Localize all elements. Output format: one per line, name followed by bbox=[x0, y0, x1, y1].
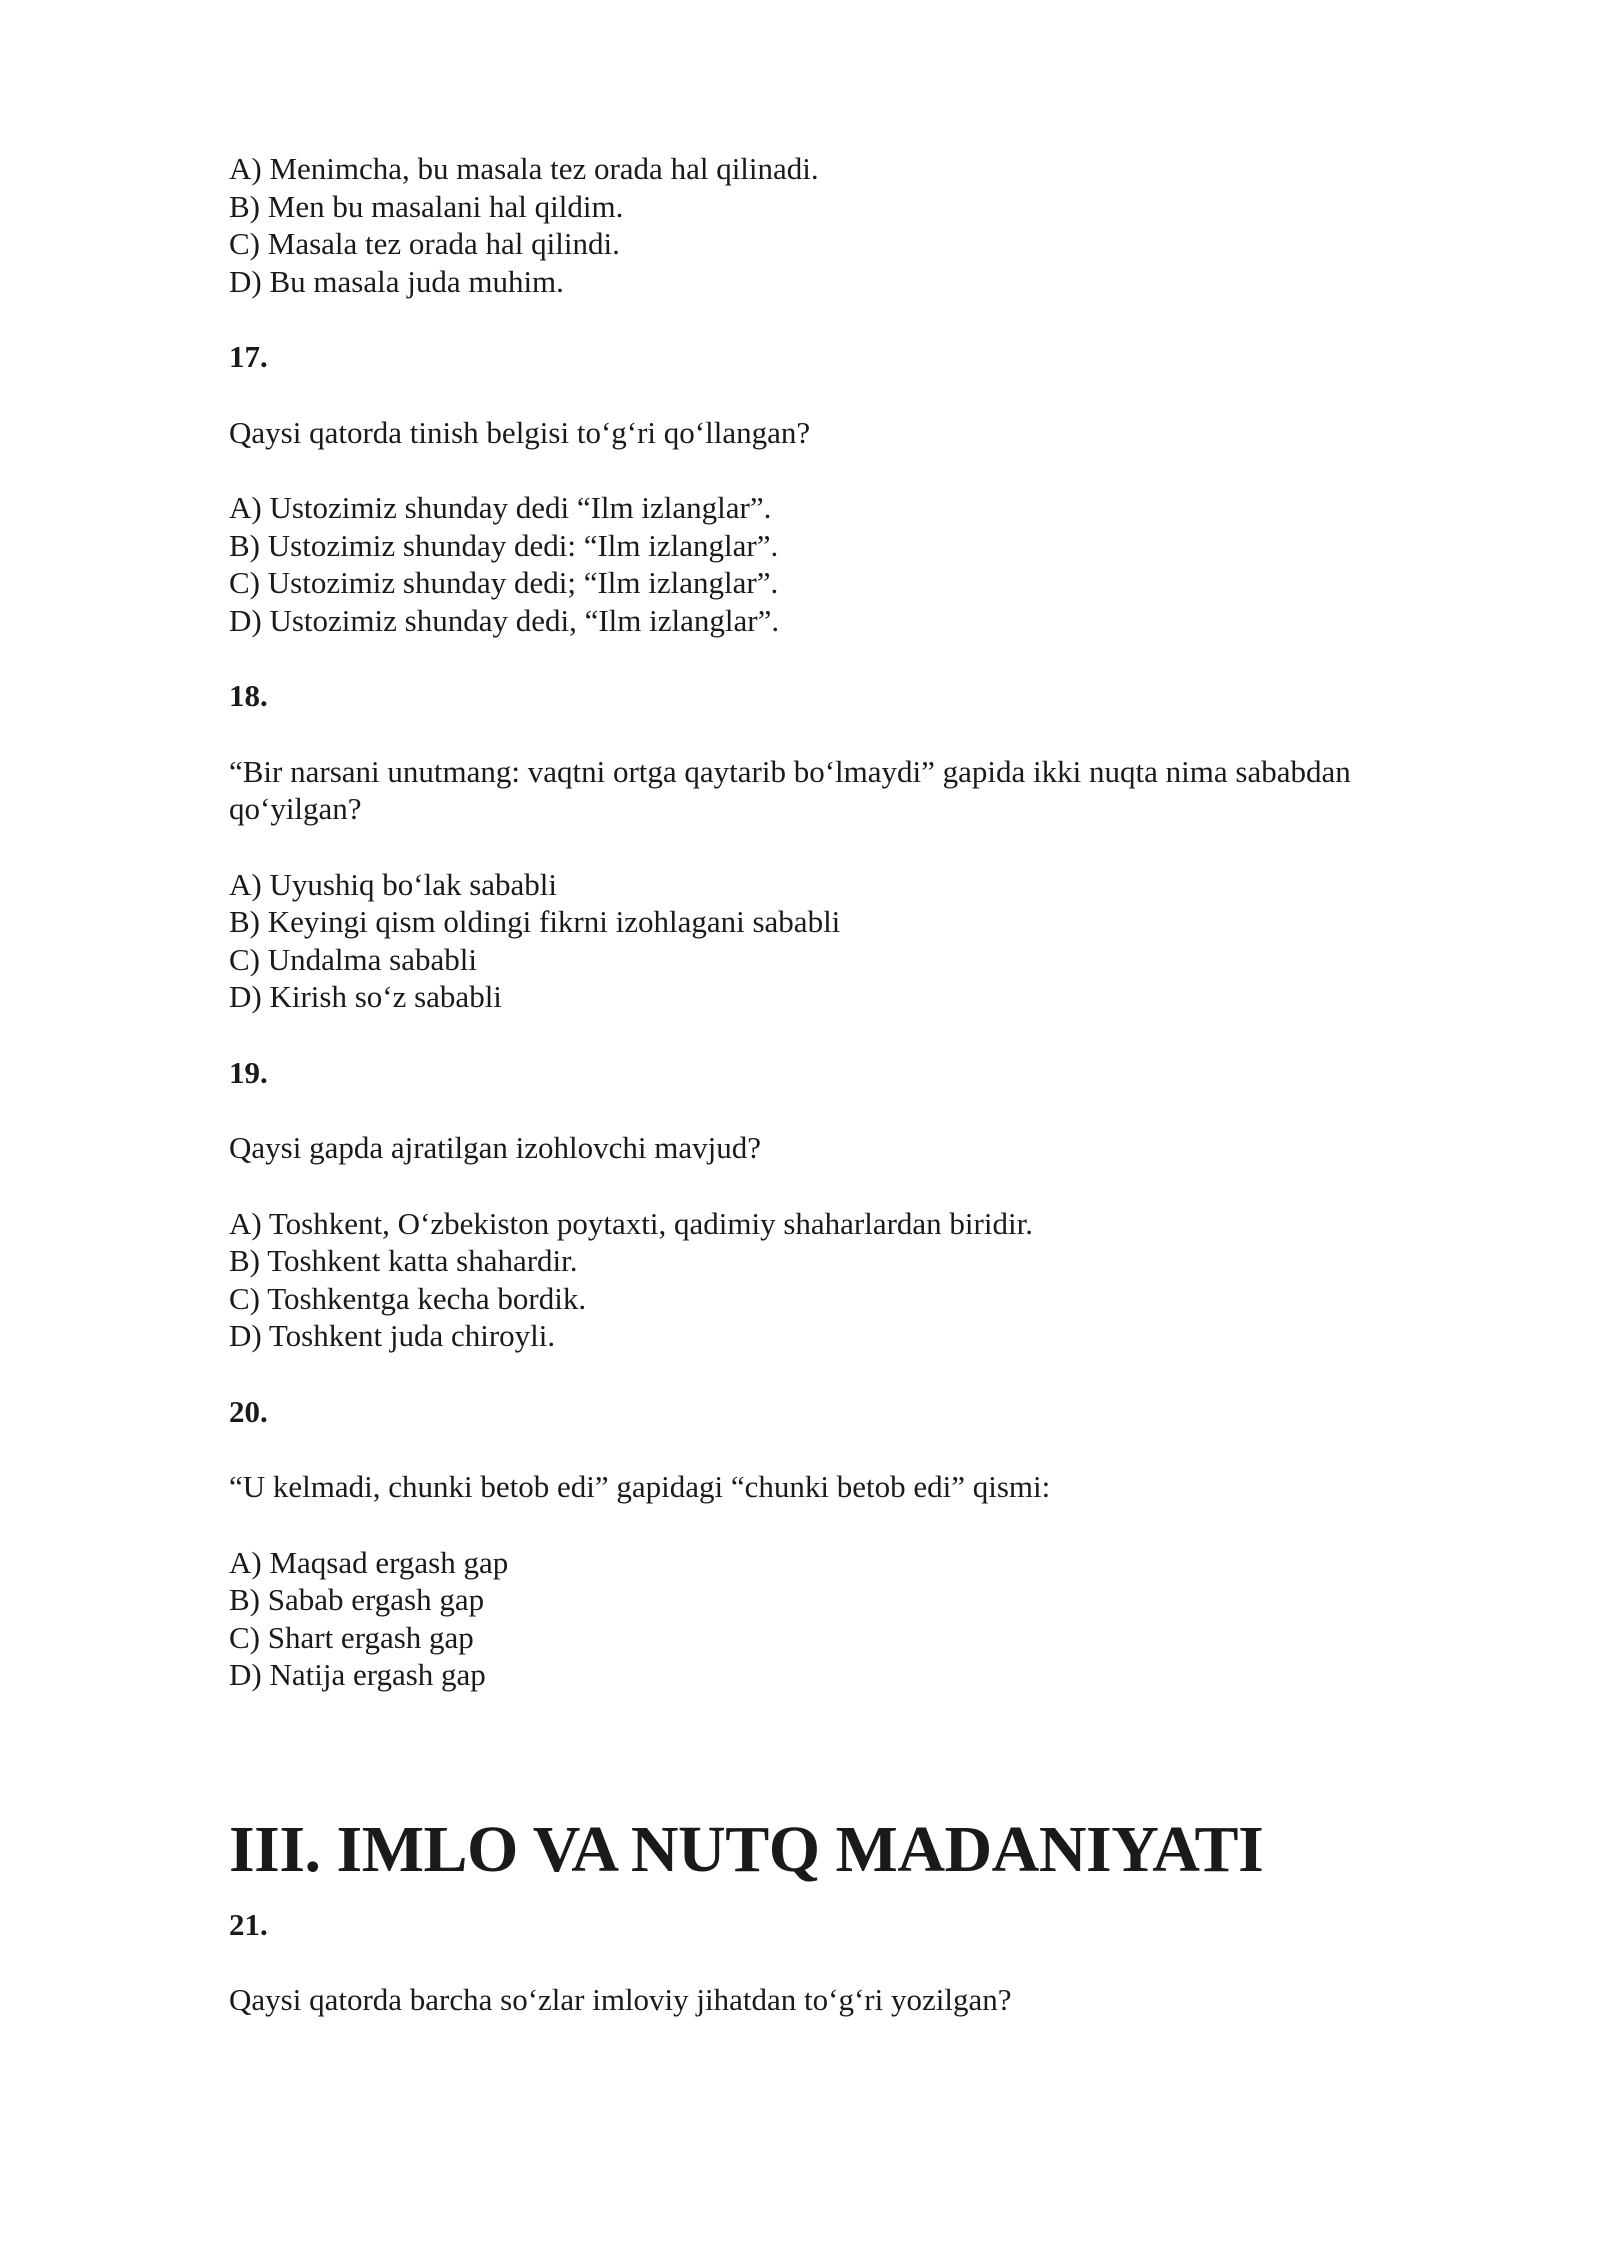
option-c: C) Toshkentga kecha bordik. bbox=[229, 1280, 587, 1316]
question-text: Qaysi qatorda tinish belgisi to‘g‘ri qo‘llangan? bbox=[229, 414, 811, 450]
section-heading: III. IMLO VA NUTQ MADANIYATI bbox=[229, 1812, 1264, 1886]
option-a: A) Toshkent, O‘zbekiston poytaxti, qadimiy shaharlardan biridir. bbox=[229, 1205, 1033, 1241]
question-number: 17. bbox=[229, 339, 268, 374]
question-options bbox=[229, 1544, 1409, 1694]
option-a: A) Uyushiq bo‘lak sababli bbox=[229, 866, 558, 902]
option-a: A) Menimcha, bu masala tez orada hal qilinadi. bbox=[229, 151, 819, 186]
question-text: Qaysi gapda ajratilgan izohlovchi mavjud? bbox=[229, 1130, 761, 1165]
option-b: B) Men bu masalani hal qildim. bbox=[229, 188, 624, 224]
option-a: A) Ustozimiz shunday dedi “Ilm izlanglar”. bbox=[229, 490, 772, 525]
option-a: A) Maqsad ergash gap bbox=[229, 1544, 509, 1580]
option-d: D) Kirish so‘z sababli bbox=[229, 979, 502, 1014]
question-number: 20. bbox=[229, 1393, 268, 1429]
option-c: C) Undalma sababli bbox=[229, 941, 477, 977]
option-d: D) Bu masala juda muhim. bbox=[229, 263, 564, 299]
question-20 bbox=[229, 1393, 1409, 1694]
document-page bbox=[229, 150, 1409, 2019]
question-19 bbox=[229, 1054, 1409, 1355]
question-21 bbox=[229, 1906, 1409, 2019]
option-c: C) Shart ergash gap bbox=[229, 1619, 474, 1655]
question-number: 18. bbox=[229, 678, 268, 713]
question-text: “U kelmadi, chunki betob edi” gapidagi “chunki betob edi” qismi: bbox=[229, 1469, 1051, 1504]
question-text: Qaysi qatorda barcha so‘zlar imloviy jihatdan to‘g‘ri yozilgan? bbox=[229, 1982, 1012, 2017]
previous-question-options bbox=[229, 150, 1409, 300]
option-c: C) Ustozimiz shunday dedi; “Ilm izlanglar”. bbox=[229, 565, 779, 600]
option-b: B) Toshkent katta shahardir. bbox=[229, 1243, 578, 1278]
question-options bbox=[229, 866, 1409, 1016]
option-d: D) Toshkent juda chiroyli. bbox=[229, 1318, 556, 1353]
question-number: 21. bbox=[229, 1906, 268, 1942]
option-b: B) Keyingi qism oldingi fikrni izohlagani sababli bbox=[229, 904, 841, 939]
option-d: D) Ustozimiz shunday dedi, “Ilm izlanglar”. bbox=[229, 602, 780, 638]
option-c: C) Masala tez orada hal qilindi. bbox=[229, 226, 620, 261]
question-17 bbox=[229, 338, 1409, 639]
question-number: 19. bbox=[229, 1054, 268, 1090]
question-options bbox=[229, 489, 1409, 639]
option-d: D) Natija ergash gap bbox=[229, 1657, 486, 1692]
question-18 bbox=[229, 677, 1409, 1016]
question-options bbox=[229, 1205, 1409, 1355]
question-text: “Bir narsani unutmang: vaqtni ortga qaytarib bo‘lmaydi” gapida ikki nuqta nima sababdan qo‘yilgan? bbox=[229, 753, 1351, 826]
option-b: B) Sabab ergash gap bbox=[229, 1582, 485, 1617]
option-b: B) Ustozimiz shunday dedi: “Ilm izlanglar”. bbox=[229, 527, 779, 563]
